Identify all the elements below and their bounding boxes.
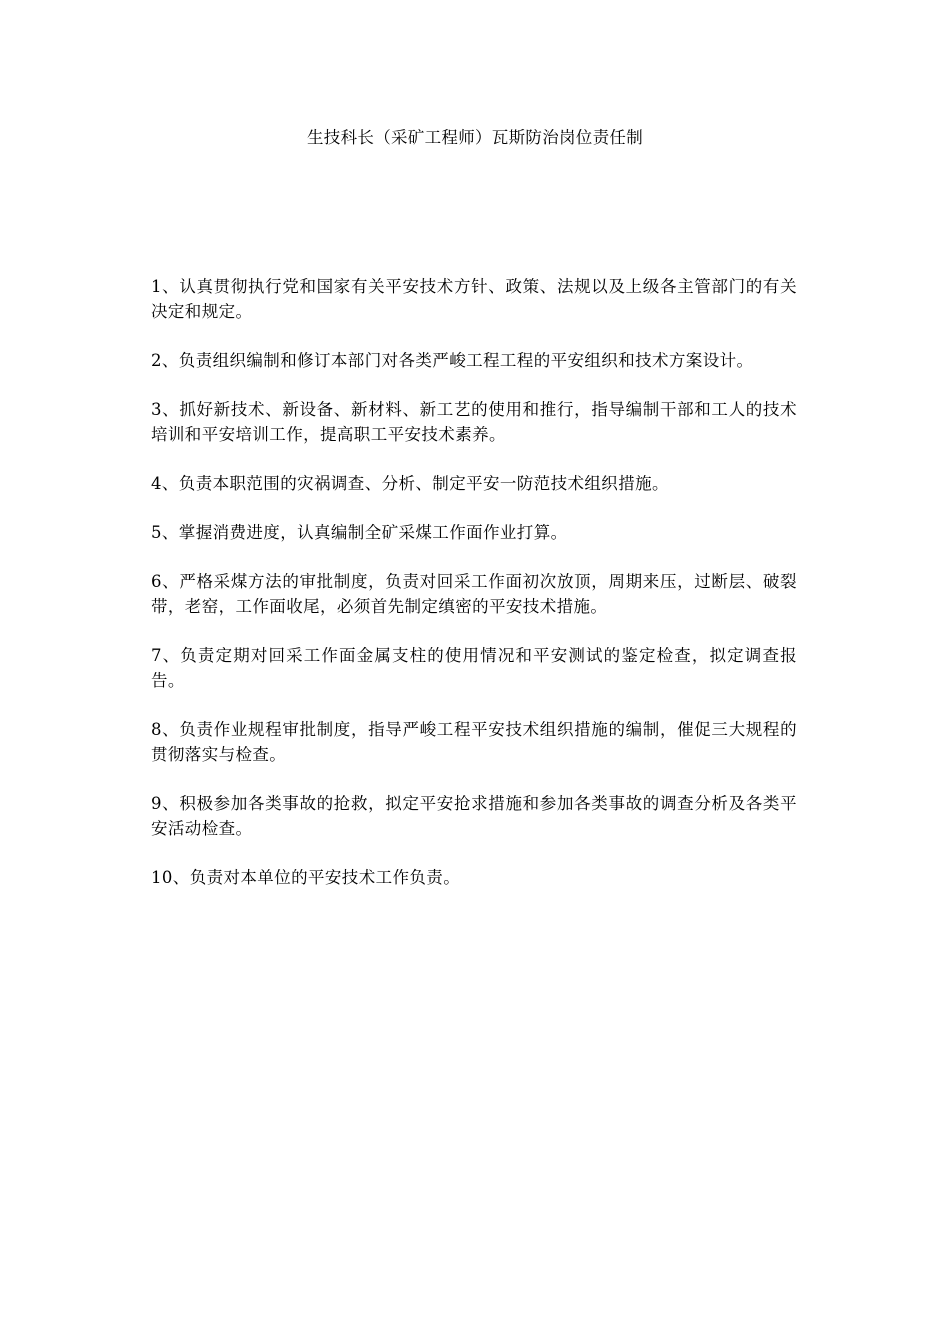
clause-item: 7、负责定期对回采工作面金属支柱的使用情况和平安测试的鉴定检查，拟定调查报告。: [151, 646, 797, 690]
clause-list: [151, 274, 797, 914]
clause-item: 3、抓好新技术、新设备、新材料、新工艺的使用和推行，指导编制干部和工人的技术培训和平安培训工作，提高职工平安技术素养。: [151, 400, 797, 444]
clause-item: 10、负责对本单位的平安技术工作负责。: [151, 868, 461, 887]
clause-item: 9、积极参加各类事故的抢救，拟定平安抢求措施和参加各类事故的调查分析及各类平安活动检查。: [151, 794, 797, 838]
clause-item: 1、认真贯彻执行党和国家有关平安技术方针、政策、法规以及上级各主管部门的有关决定和规定。: [151, 277, 797, 321]
clause-item: 6、严格采煤方法的审批制度，负责对回采工作面初次放顶，周期来压，过断层、破裂带，老窑，工作面收尾，必须首先制定缜密的平安技术措施。: [151, 572, 797, 616]
clause-item: 2、负责组织编制和修订本部门对各类严峻工程工程的平安组织和技术方案设计。: [151, 351, 754, 370]
clause-item: 5、掌握消费进度，认真编制全矿采煤工作面作业打算。: [151, 523, 568, 542]
clause-item: 4、负责本职范围的灾祸调查、分析、制定平安一防范技术组织措施。: [151, 474, 669, 493]
document-title: 生技科长（采矿工程师）瓦斯防治岗位责任制: [307, 128, 643, 147]
clause-item: 8、负责作业规程审批制度，指导严峻工程平安技术组织措施的编制，催促三大规程的贯彻落实与检查。: [151, 720, 797, 764]
